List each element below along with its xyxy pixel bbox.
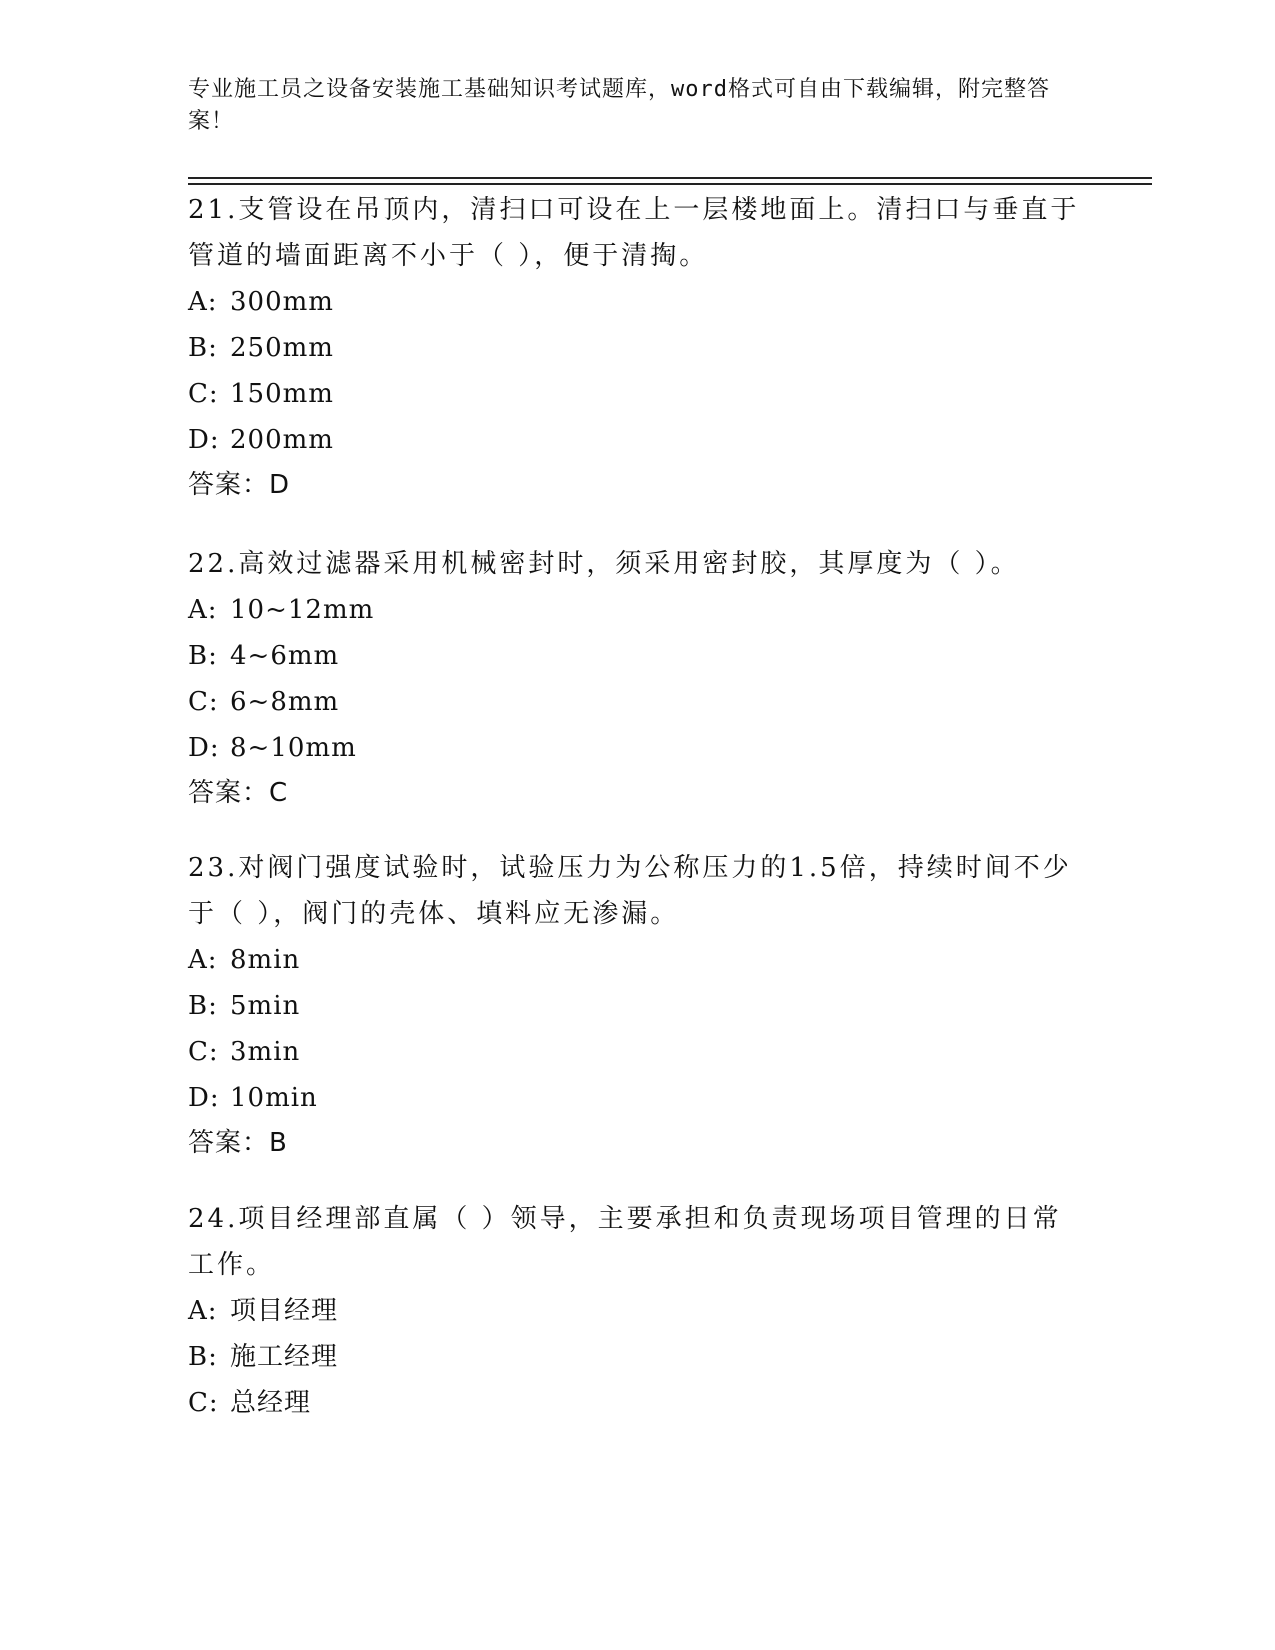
answer: 答案：C	[188, 778, 289, 808]
option-c: C: 6~8mm	[188, 687, 340, 717]
option-b: B: 5min	[188, 991, 301, 1021]
option-d: D: 200mm	[188, 425, 334, 455]
option-b: B: 施工经理	[188, 1342, 339, 1372]
question-text: 22.高效过滤器采用机械密封时，须采用密封胶，其厚度为（ ）。	[188, 549, 1020, 579]
option-a: A: 300mm	[188, 287, 334, 317]
document-header: 专业施工员之设备安装施工基础知识考试题库，word格式可自由下载编辑，附完整答案！	[188, 77, 1050, 134]
option-b: B: 250mm	[188, 333, 334, 363]
header-divider-top	[188, 177, 1152, 179]
option-c: C: 总经理	[188, 1388, 312, 1418]
question-text: 24.项目经理部直属（ ）领导，主要承担和负责现场项目管理的日常工作。	[188, 1204, 1062, 1280]
question-23	[188, 845, 1088, 1165]
option-b: B: 4~6mm	[188, 641, 340, 671]
answer: 答案：B	[188, 1128, 288, 1158]
option-d: D: 10min	[188, 1083, 318, 1113]
question-text: 23.对阀门强度试验时，试验压力为公称压力的1.5倍，持续时间不少于（ ），阀门的壳体、填料应无渗漏。	[188, 853, 1072, 929]
option-a: A: 8min	[188, 945, 301, 975]
option-d: D: 8~10mm	[188, 733, 357, 763]
option-a: A: 10~12mm	[188, 595, 375, 625]
option-c: C: 150mm	[188, 379, 334, 409]
option-a: A: 项目经理	[188, 1296, 339, 1326]
answer: 答案：D	[188, 470, 291, 500]
option-c: C: 3min	[188, 1037, 301, 1067]
header-divider-bottom	[188, 183, 1152, 185]
question-22	[188, 541, 1088, 815]
question-24	[188, 1196, 1088, 1426]
question-21	[188, 187, 1088, 507]
question-text: 21.支管设在吊顶内，清扫口可设在上一层楼地面上。清扫口与垂直于管道的墙面距离不小于（ ），便于清掏。	[188, 195, 1080, 271]
